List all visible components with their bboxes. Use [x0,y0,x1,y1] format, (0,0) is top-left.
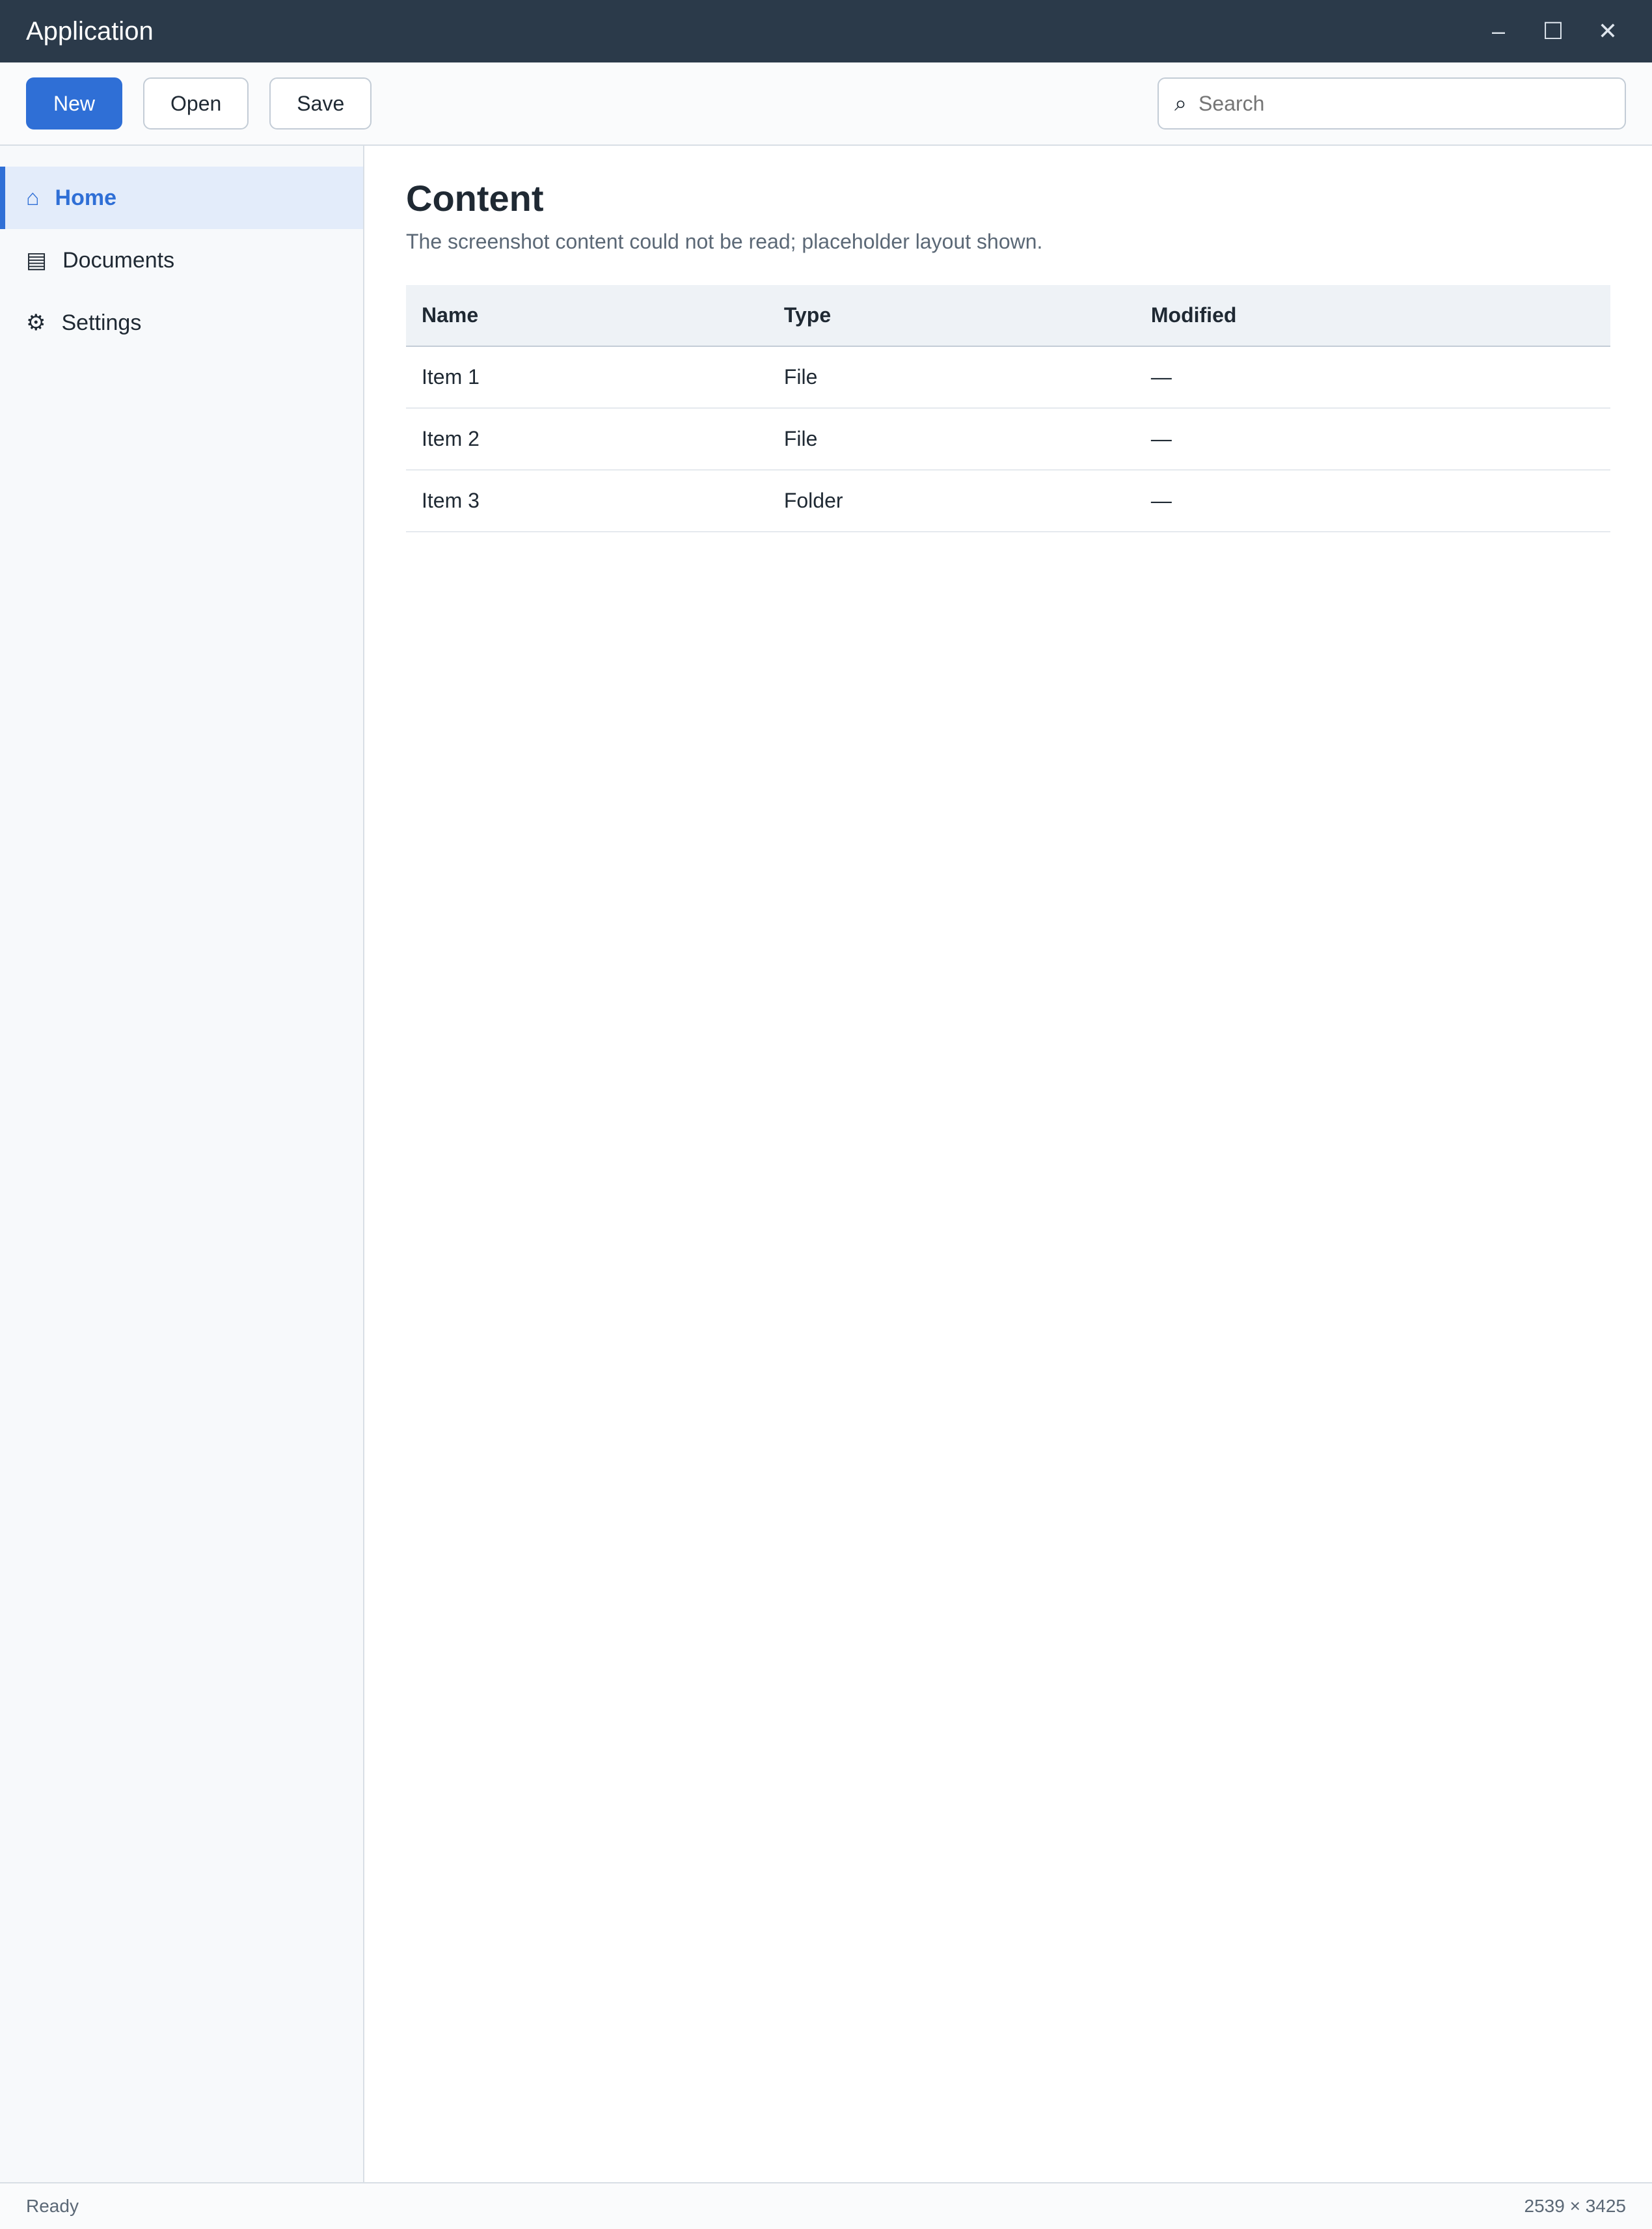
save-button[interactable]: Save [269,77,372,130]
table-cell: File [768,346,1135,408]
data-table [406,285,1610,532]
search-input[interactable] [1197,91,1609,116]
window-controls [1480,13,1626,49]
page-title: Content [406,178,544,219]
page-subtitle: The screenshot content could not be read; placeholder layout shown. [406,230,1043,253]
table-row[interactable] [406,346,1610,408]
table-cell: Item 2 [406,408,768,470]
table-body [406,346,1610,532]
table-cell: — [1135,346,1610,408]
status-dimensions: 2539 × 3425 [1524,2196,1626,2216]
column-header[interactable]: Name [406,285,768,346]
document-icon: ▤ [26,248,47,273]
search-box [1158,77,1626,130]
table-cell: — [1135,470,1610,532]
window-title: Application [26,16,154,46]
toolbar [0,62,1652,146]
column-header[interactable]: Modified [1135,285,1610,346]
main-content [364,146,1652,2182]
sidebar-item-label: Settings [61,310,142,335]
table-cell: — [1135,408,1610,470]
sidebar [0,146,364,2182]
search-icon: ⌕ [1174,91,1187,116]
column-header[interactable]: Type [768,285,1135,346]
title-bar [0,0,1652,62]
maximize-button[interactable]: ☐ [1542,18,1564,44]
table-cell: Item 1 [406,346,768,408]
home-icon: ⌂ [26,185,40,210]
table-header-row [406,285,1610,346]
open-button[interactable]: Open [143,77,249,130]
status-bar [0,2182,1652,2229]
new-button[interactable]: New [26,77,122,130]
body [0,146,1652,2182]
table-row[interactable] [406,470,1610,532]
sidebar-item-home[interactable] [0,167,363,229]
sidebar-item-label: Documents [62,247,175,273]
sidebar-item-settings[interactable] [0,292,363,354]
gear-icon: ⚙ [26,310,46,335]
sidebar-item-documents[interactable] [0,229,363,292]
status-text: Ready [26,2196,79,2216]
table-header [406,285,1610,346]
table-cell: File [768,408,1135,470]
sidebar-item-label: Home [55,185,117,210]
table-cell: Item 3 [406,470,768,532]
table-row[interactable] [406,408,1610,470]
minimize-button[interactable]: – [1491,18,1506,44]
close-button[interactable]: ✕ [1597,18,1618,44]
table-cell: Folder [768,470,1135,532]
